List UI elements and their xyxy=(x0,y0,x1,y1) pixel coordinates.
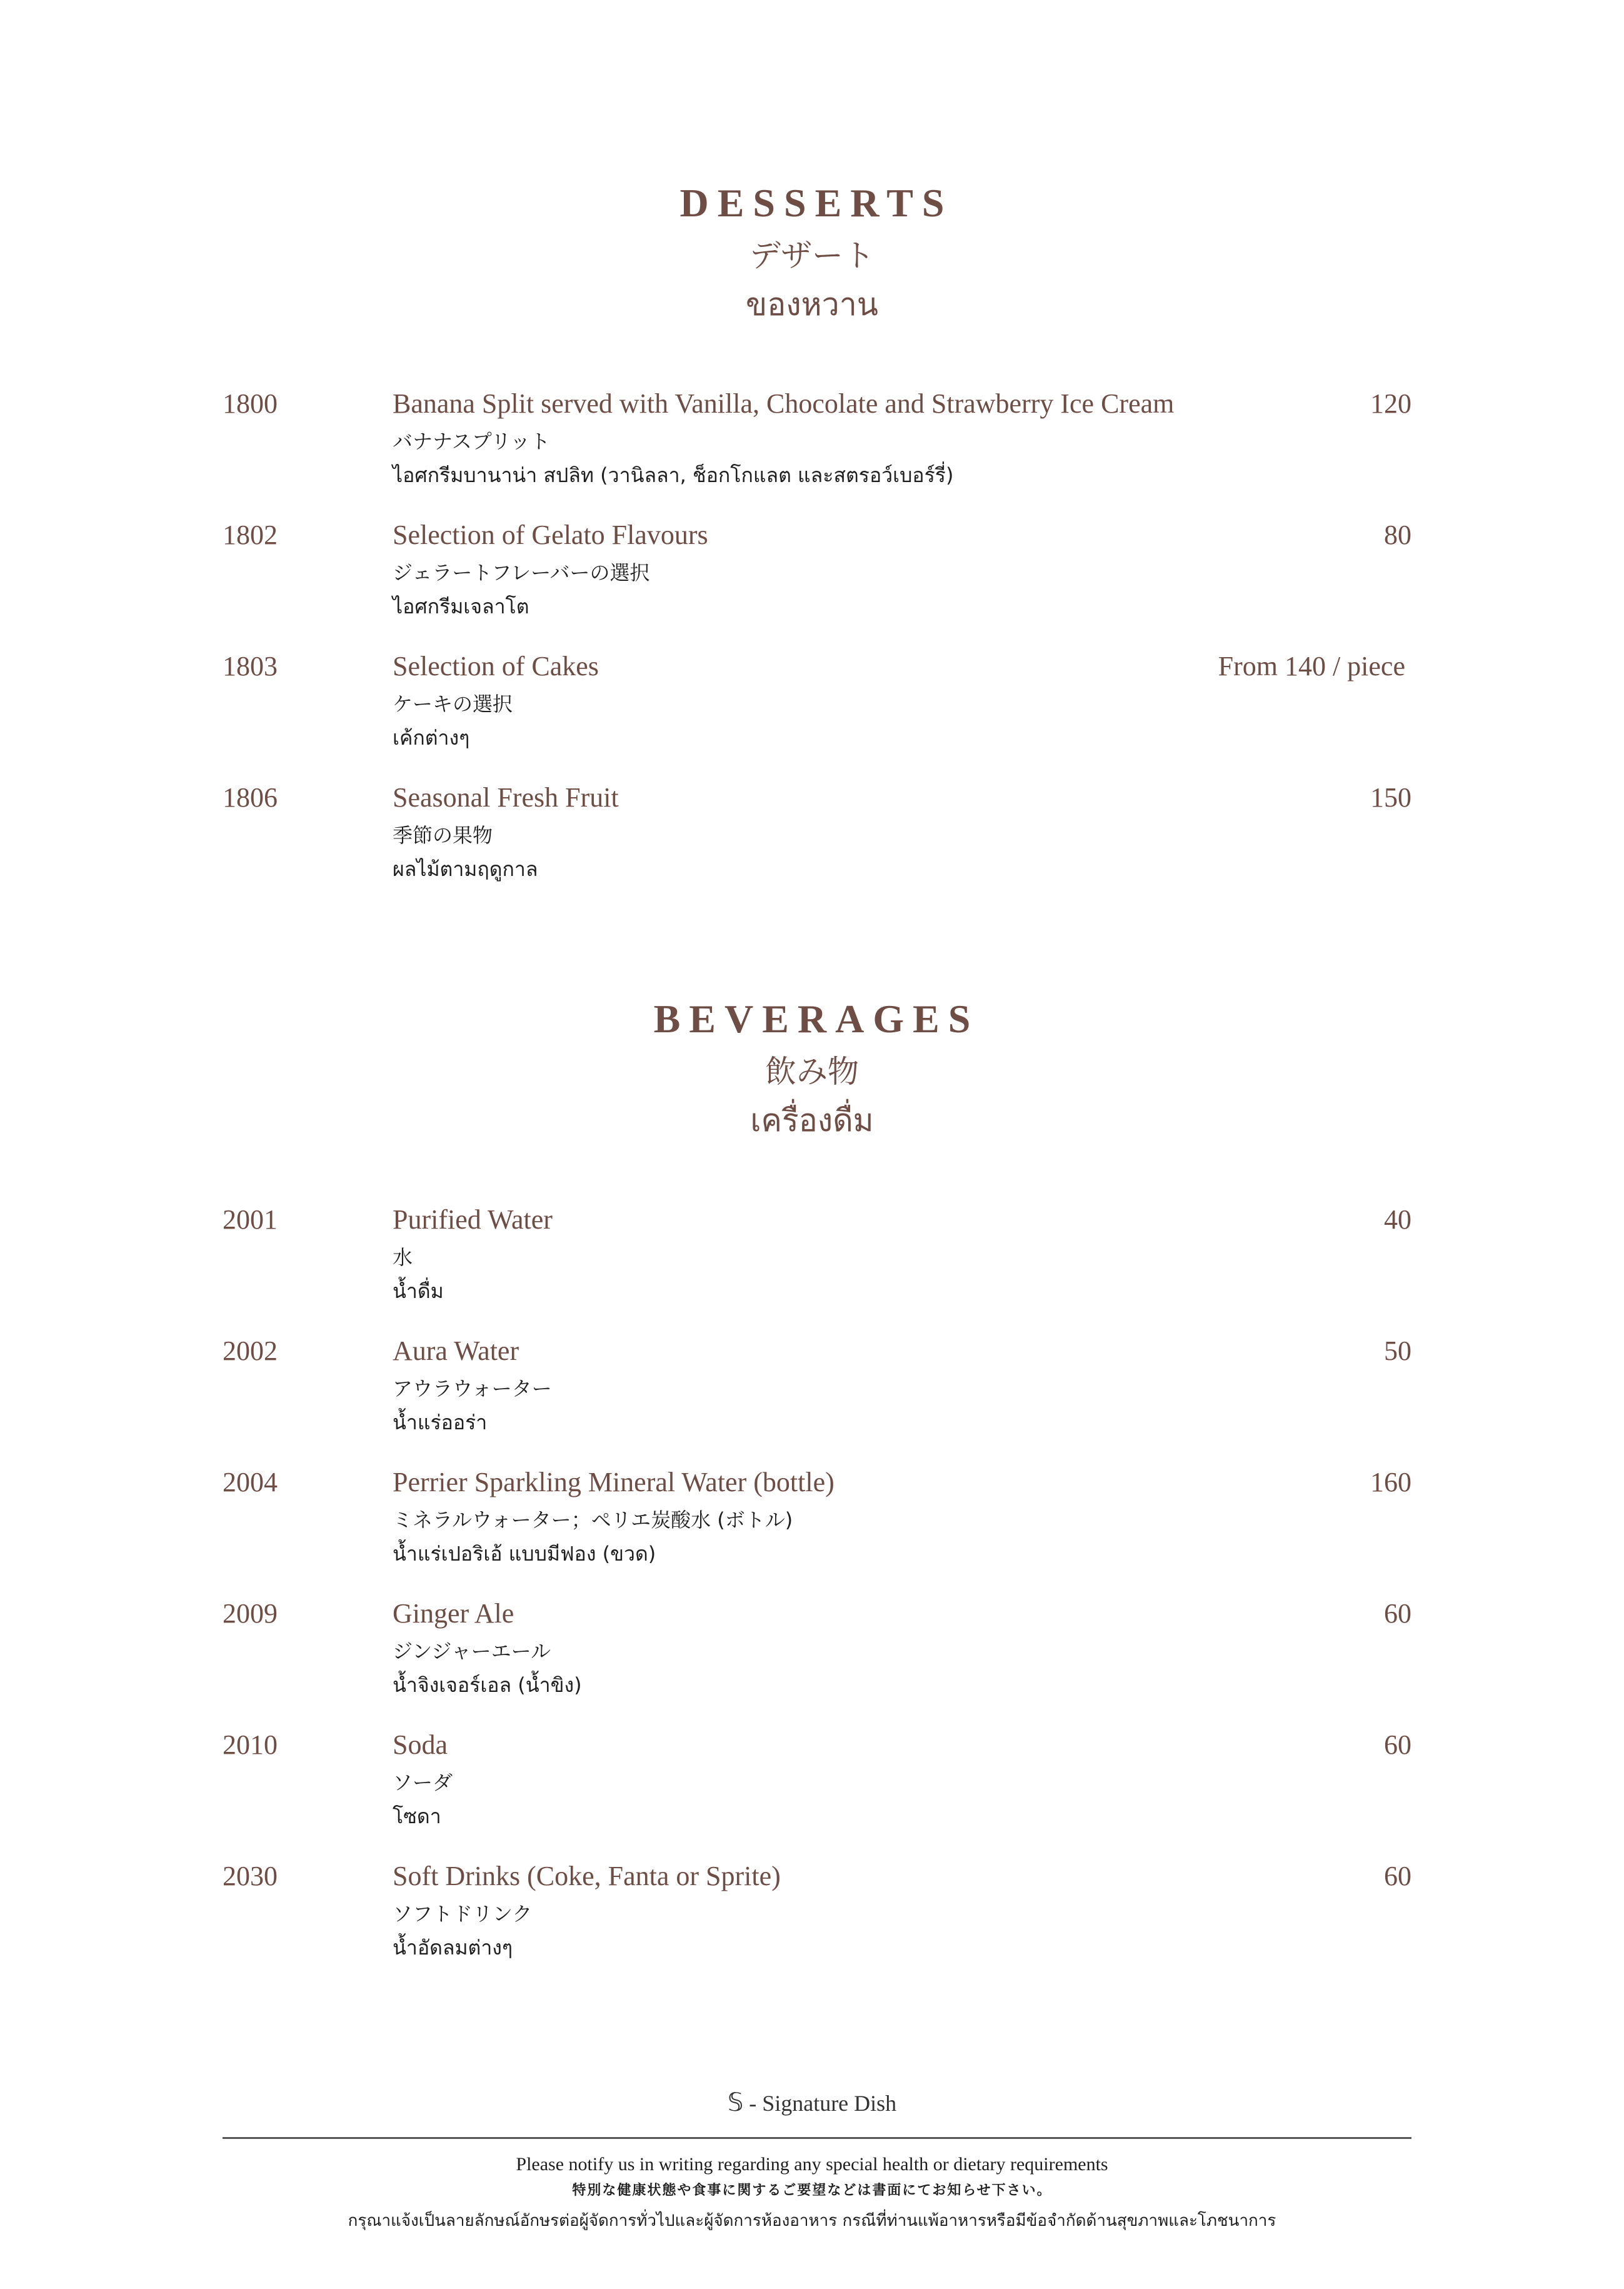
menu-item xyxy=(0,1594,1624,1726)
dietary-notice-english: Please notify us in writing regarding any special health or dietary requirements xyxy=(516,2154,1108,2175)
item-name-thai: น้ำแร่เปอริเอ้ แบบมีฟอง (ขวด) xyxy=(393,1542,656,1566)
beverages-section xyxy=(0,991,1624,1959)
item-name-japanese: ミネラルウォーター；ペリエ炭酸水 (ボトル) xyxy=(393,1508,793,1532)
item-name-thai: ผลไม้ตามฤดูกาล xyxy=(393,857,538,881)
menu-item xyxy=(0,1200,1624,1332)
item-code: 2010 xyxy=(223,1729,278,1760)
beverages-header xyxy=(0,991,1624,1145)
menu-item xyxy=(0,1726,1624,1857)
item-price: 160 xyxy=(1370,1467,1411,1497)
section-title: DESSERTS xyxy=(679,181,953,225)
item-price: 40 xyxy=(1384,1204,1411,1235)
menu-item xyxy=(0,1332,1624,1463)
section-title: BEVERAGES xyxy=(653,997,980,1041)
item-price: 60 xyxy=(1384,1598,1411,1629)
item-name-japanese: ソフトドリンク xyxy=(393,1902,533,1926)
section-title-japanese: デザート xyxy=(749,238,875,274)
footer-divider xyxy=(223,2137,1411,2139)
item-name-thai: น้ำอัดลมต่างๆ xyxy=(393,1936,513,1959)
item-name-japanese: 季節の果物 xyxy=(393,823,493,847)
section-title-thai: ของหวาน xyxy=(746,286,878,323)
item-name: Perrier Sparkling Mineral Water (bottle) xyxy=(393,1467,835,1497)
item-name-japanese: バナナスプリット xyxy=(393,430,551,453)
item-price: 50 xyxy=(1384,1336,1411,1366)
item-code: 1806 xyxy=(223,782,278,813)
item-name-thai: น้ำดื่ม xyxy=(393,1279,444,1303)
item-price: From 140 / piece xyxy=(1218,651,1405,682)
menu-item xyxy=(0,385,1624,516)
signature-icon: 𝕊 xyxy=(727,2088,744,2117)
item-code: 2009 xyxy=(223,1598,278,1629)
item-name-japanese: 水 xyxy=(393,1245,413,1269)
dietary-notice-japanese: 特別な健康状態や食事に関するご要望などは書面にてお知らせ下さい。 xyxy=(572,2183,1052,2198)
menu-item xyxy=(0,778,1624,910)
signature-legend-text: - Signature Dish xyxy=(749,2091,897,2116)
menu-item xyxy=(0,1857,1624,1988)
item-name: Aura Water xyxy=(393,1336,519,1366)
item-code: 1800 xyxy=(223,388,278,419)
item-code: 1802 xyxy=(223,520,278,550)
desserts-section xyxy=(0,175,1624,881)
item-code: 2001 xyxy=(223,1204,278,1235)
signature-dish-legend xyxy=(0,2088,1624,2117)
item-name-thai: ไอศกรีมเจลาโต xyxy=(393,595,529,618)
dietary-notice-thai: กรุณาแจ้งเป็นลายลักษณ์อักษรต่อผู้จัดการทั่วไปและผู้จัดการห้องอาหาร กรณีที่ท่านแพ้อาหารหรือมีข้อจำกัดด้านสุขภาพและโภชนาการ xyxy=(348,2211,1276,2230)
item-code: 2002 xyxy=(223,1336,278,1366)
menu-item xyxy=(0,1463,1624,1594)
item-name-thai: น้ำจิงเจอร์เอล (น้ำขิง) xyxy=(393,1673,582,1697)
item-name: Soft Drinks (Coke, Fanta or Sprite) xyxy=(393,1861,781,1891)
item-name: Purified Water xyxy=(393,1204,553,1235)
item-name-japanese: ケーキの選択 xyxy=(393,692,513,716)
item-code: 1803 xyxy=(223,651,278,682)
item-name-thai: น้ำแร่ออร่า xyxy=(393,1411,488,1434)
item-name-thai: เค้กต่างๆ xyxy=(393,726,470,750)
item-name: Seasonal Fresh Fruit xyxy=(393,782,619,813)
item-name-japanese: ジェラートフレーバーの選択 xyxy=(393,561,650,585)
menu-item xyxy=(0,647,1624,778)
item-name: Banana Split served with Vanilla, Chocolate and Strawberry Ice Cream xyxy=(393,388,1175,419)
item-code: 2004 xyxy=(223,1467,278,1497)
item-code: 2030 xyxy=(223,1861,278,1891)
menu-item xyxy=(0,516,1624,647)
item-name-japanese: ジンジャーエール xyxy=(393,1639,551,1663)
item-price: 120 xyxy=(1370,388,1411,419)
item-name-japanese: ソーダ xyxy=(393,1771,453,1794)
item-name: Soda xyxy=(393,1729,448,1760)
desserts-header xyxy=(0,175,1624,329)
desserts-list xyxy=(0,385,1624,910)
item-price: 60 xyxy=(1384,1861,1411,1891)
item-price: 60 xyxy=(1384,1729,1411,1760)
item-name: Ginger Ale xyxy=(393,1598,514,1629)
beverages-list xyxy=(0,1200,1624,1988)
item-name-thai: ไอศกรีมบานาน่า สปลิท (วานิลลา, ช็อกโกแลต และสตรอว์เบอร์รี่) xyxy=(393,463,954,487)
item-name: Selection of Cakes xyxy=(393,651,599,682)
section-title-japanese: 飲み物 xyxy=(765,1054,859,1090)
item-name-japanese: アウラウォーター xyxy=(393,1377,552,1401)
item-name-thai: โซดา xyxy=(393,1804,441,1828)
item-price: 80 xyxy=(1384,520,1411,550)
item-name: Selection of Gelato Flavours xyxy=(393,520,708,550)
item-price: 150 xyxy=(1370,782,1411,813)
section-title-thai: เครื่องดื่ม xyxy=(750,1102,874,1139)
